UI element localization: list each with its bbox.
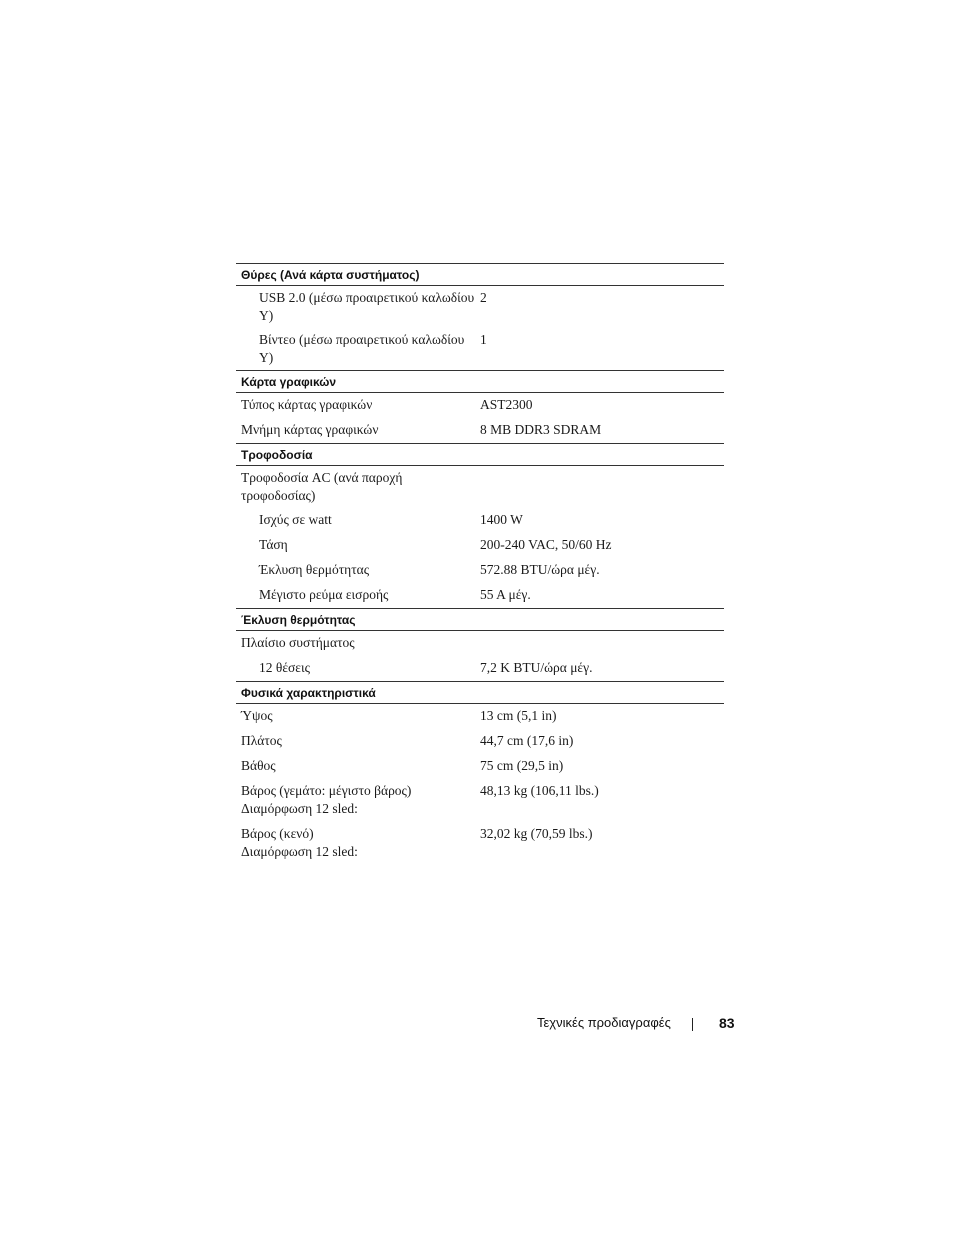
- spec-label: Ύψος: [241, 708, 273, 723]
- spec-row: [236, 508, 724, 533]
- footer-section-title: Τεχνικές προδιαγραφές: [537, 1015, 671, 1030]
- spec-value: 55 A μέγ.: [480, 587, 531, 602]
- spec-label: Τροφοδοσία AC (ανά παροχή τροφοδοσίας): [241, 470, 403, 503]
- spec-label: Πλαίσιο συστήματος: [241, 635, 355, 650]
- spec-label: Βάθος: [241, 758, 276, 773]
- spec-value: [480, 634, 724, 653]
- spec-value: 8 MB DDR3 SDRAM: [480, 422, 602, 437]
- spec-label: Έκλυση θερμότητας: [259, 562, 370, 577]
- section-title-ports: Θύρες (Ανά κάρτα συστήματος): [236, 263, 724, 286]
- spec-value: 13 cm (5,1 in): [480, 708, 557, 723]
- spec-row: [236, 656, 724, 681]
- page-number: 83: [719, 1015, 735, 1031]
- spec-row: [236, 822, 724, 843]
- spec-value: 572.88 BTU/ώρα μέγ.: [480, 562, 600, 577]
- spec-row: [236, 583, 724, 608]
- spec-value: 1: [480, 332, 487, 347]
- spec-value: 48,13 kg (106,11 lbs.): [480, 783, 599, 798]
- spec-label: Τάση: [259, 537, 288, 552]
- spec-label: Βάρος (γεμάτο: μέγιστο βάρος): [241, 783, 412, 798]
- spec-value: 1400 W: [480, 512, 523, 527]
- spec-label: Μέγιστο ρεύμα εισροής: [259, 587, 389, 602]
- section-title-physical: Φυσικά χαρακτηριστικά: [236, 681, 724, 704]
- spec-value: AST2300: [480, 397, 533, 412]
- spec-label: Πλάτος: [241, 733, 282, 748]
- spec-value: 200-240 VAC, 50/60 Hz: [480, 537, 612, 552]
- spec-label: Ισχύς σε watt: [259, 512, 332, 527]
- spec-value: 75 cm (29,5 in): [480, 758, 564, 773]
- spec-row: [236, 729, 724, 754]
- spec-value: [436, 469, 724, 505]
- spec-row: [236, 631, 724, 656]
- spec-row: [236, 704, 724, 729]
- spec-label: Βίντεο (μέσω προαιρετικού καλωδίου Y): [259, 332, 465, 365]
- spec-label: Διαμόρφωση 12 sled:: [241, 844, 358, 859]
- spec-label: Τύπος κάρτας γραφικών: [241, 397, 373, 412]
- spec-row: [236, 466, 724, 508]
- spec-value: [480, 800, 724, 819]
- spec-value: 44,7 cm (17,6 in): [480, 733, 574, 748]
- section-title-heat: Έκλυση θερμότητας: [236, 608, 724, 631]
- spec-row: [236, 843, 724, 865]
- spec-row: [236, 393, 724, 418]
- spec-value: 2: [480, 290, 487, 305]
- spec-row: [236, 286, 724, 328]
- spec-value: [480, 843, 724, 862]
- spec-label: Μνήμη κάρτας γραφικών: [241, 422, 379, 437]
- footer-divider: [692, 1018, 693, 1031]
- spec-value: 32,02 kg (70,59 lbs.): [480, 826, 593, 841]
- spec-value: 7,2 K BTU/ώρα μέγ.: [480, 660, 593, 675]
- spec-row: [236, 558, 724, 583]
- spec-row: [236, 533, 724, 558]
- spec-row: [236, 779, 724, 800]
- spec-label: USB 2.0 (μέσω προαιρετικού καλωδίου Y): [259, 290, 475, 323]
- spec-label: Διαμόρφωση 12 sled:: [241, 801, 358, 816]
- spec-table: [236, 263, 724, 865]
- spec-label: Βάρος (κενό): [241, 826, 314, 841]
- spec-label: 12 θέσεις: [259, 660, 310, 675]
- spec-row: [236, 800, 724, 822]
- spec-row: [236, 418, 724, 443]
- section-title-power: Τροφοδοσία: [236, 443, 724, 466]
- spec-row: [236, 328, 724, 370]
- spec-row: [236, 754, 724, 779]
- section-title-video: Κάρτα γραφικών: [236, 370, 724, 393]
